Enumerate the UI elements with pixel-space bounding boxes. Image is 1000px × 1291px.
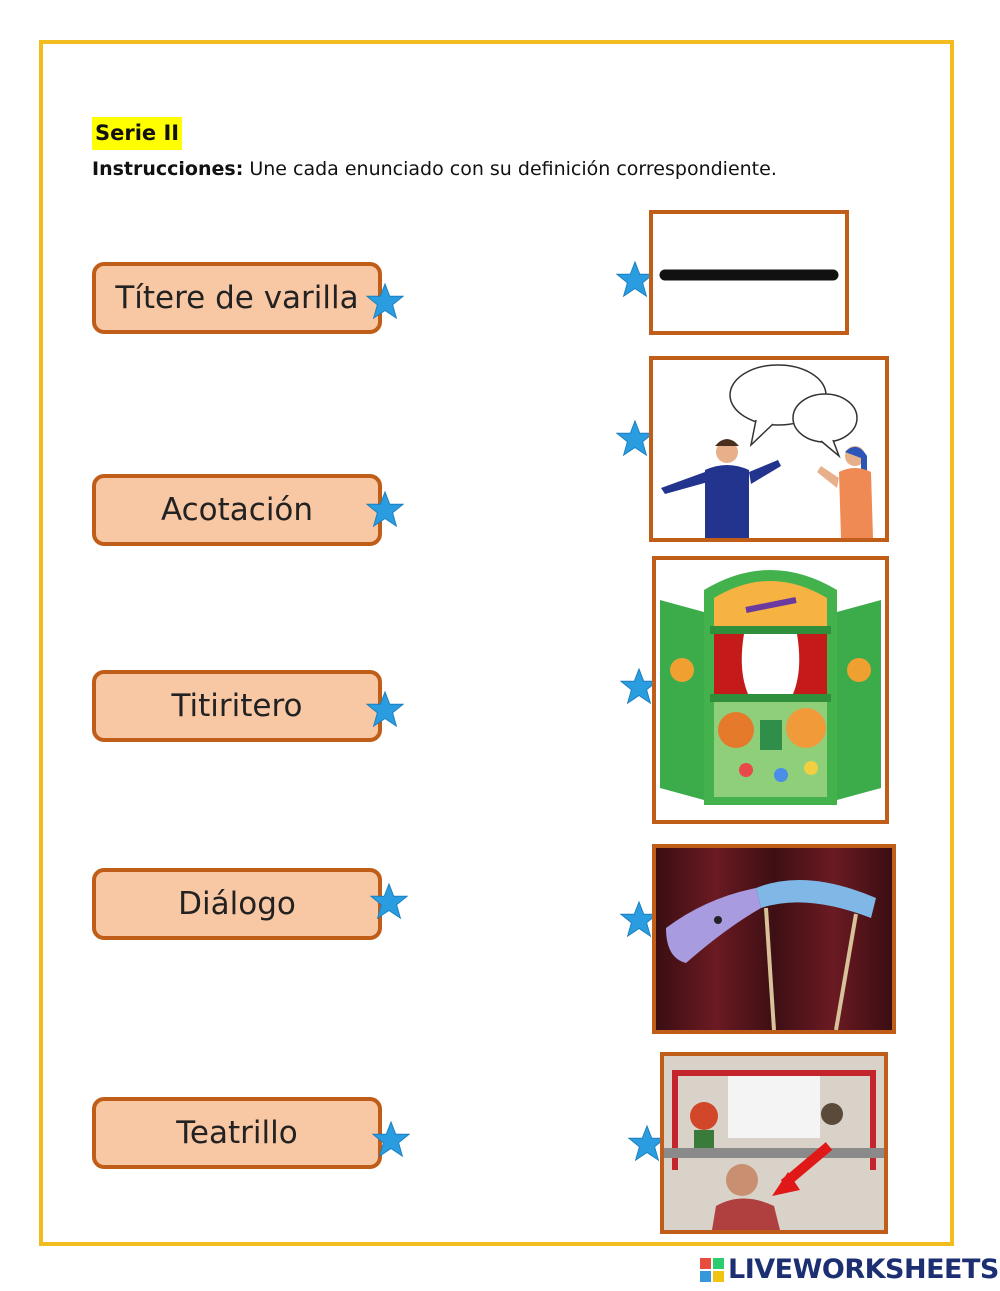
term-box-teatrillo [92,1097,382,1169]
match-star-icon-left-1[interactable] [366,282,404,320]
term-label: Teatrillo [176,1115,298,1151]
brand-name: LIVEWORKSHEETS [728,1254,999,1285]
match-star-icon-left-4[interactable] [370,882,408,920]
match-star-icon-left-2[interactable] [366,490,404,528]
term-label: Titiritero [171,688,303,724]
instructions [92,158,777,180]
term-label: Títere de varilla [115,280,359,316]
dialogue-speech-bubbles-image [649,356,889,542]
term-box-titiritero [92,670,382,742]
line-image [649,210,849,335]
series-title: Serie II [92,117,182,150]
instructions-label: Instrucciones: [92,158,244,180]
liveworksheets-logo [700,1254,999,1285]
match-star-icon-left-5[interactable] [372,1120,410,1158]
term-box-titere-de-varilla [92,262,382,334]
rod-puppet-snake-image [652,844,896,1034]
term-box-dialogo [92,868,382,940]
puppeteer-with-arrow-image [660,1052,888,1234]
term-box-acotacion [92,474,382,546]
term-label: Diálogo [178,886,296,922]
liveworksheets-grid-icon [700,1258,724,1282]
instructions-text: Une cada enunciado con su definición correspondiente. [243,158,777,180]
puppet-theater-image [652,556,889,824]
match-star-icon-left-3[interactable] [366,690,404,728]
term-label: Acotación [160,492,314,528]
